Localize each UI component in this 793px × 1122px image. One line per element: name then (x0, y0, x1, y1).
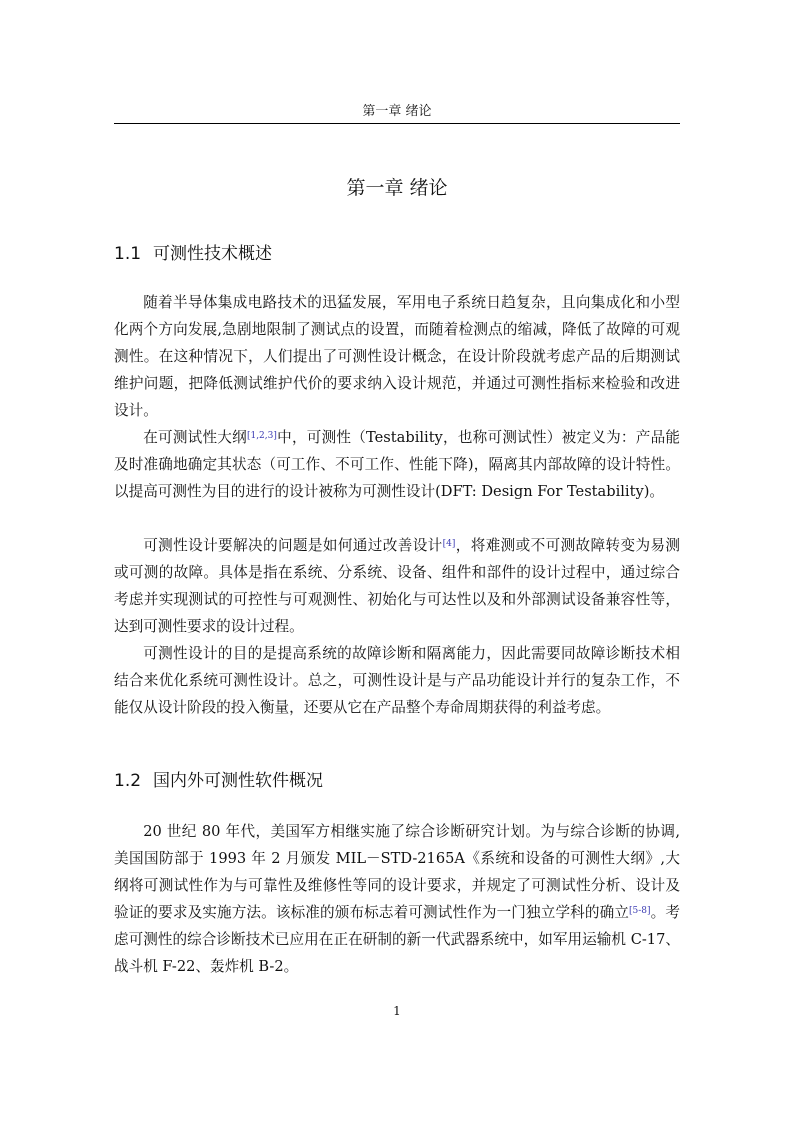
paragraph-text: 在可测试性大纲 (143, 429, 247, 446)
citation-ref[interactable]: [4] (442, 539, 456, 549)
paragraph (114, 640, 680, 721)
section-heading-1-1 (114, 243, 272, 265)
section-number: 1.2 (114, 771, 142, 791)
section-title-text: 国内外可测性软件概况 (153, 771, 324, 791)
paragraph (114, 532, 680, 640)
paragraph-text: 中，可测性（Testability，也称可测试性）被定义为：产品能及时准确地确定其状态（可工作、不可工作、性能下降)，隔离其内部故障的设计特性。以提高可测性为目的进行的设计被称为可测性设计(DFT: Design For Testability)。 (114, 429, 680, 500)
paragraph-text: 20 世纪 80 年代，美国军方相继实施了综合诊断研究计划。为与综合诊断的协调,美国国防部于 1993 年 2 月颁发 MIL－STD-2165A《系统和设备的可测性大纲》,大纲将可测试性作为与可靠性及维修性等同的设计要求，并规定了可测试性分析、设计及验证的要求及实施方法。该标准的颁布标志着可测试性作为一门独立学科的确立 (114, 823, 680, 921)
paragraph-text: 可测性设计的目的是提高系统的故障诊断和隔离能力，因此需要同故障诊断技术相结合来优化系统可测性设计。总之，可测性设计是与产品功能设计并行的复杂工作，不能仅从设计阶段的投入衡量，还要从它在产品整个寿命周期获得的利益考虑。 (114, 645, 680, 716)
header-rule (114, 123, 680, 124)
paragraph (114, 289, 680, 424)
page-number: 1 (393, 1004, 401, 1018)
paragraph-text: 可测性设计要解决的问题是如何通过改善设计 (143, 537, 443, 554)
section-heading-1-2 (114, 770, 323, 792)
section-title-text: 可测性技术概述 (153, 244, 273, 264)
paragraph-text: ，将难测或不可测故障转变为易测或可测的故障。具体是指在系统、分系统、设备、组件和部件的设计过程中，通过综合考虑并实现测试的可控性与可观测性、初始化与可达性以及和外部测试设备兼容性等，达到可测性要求的设计过程。 (114, 537, 680, 635)
paragraph (114, 818, 680, 980)
citation-ref[interactable]: [5-8] (629, 906, 651, 916)
section-number: 1.1 (114, 244, 142, 264)
running-header: 第一章 绪论 (362, 104, 432, 119)
paragraph-text: 。考虑可测性的综合诊断技术已应用在正在研制的新一代武器系统中，如军用运输机 C-17、战斗机 F-22、轰炸机 B-2。 (114, 904, 680, 975)
chapter-title: 第一章 绪论 (346, 177, 448, 199)
paragraph-text: 随着半导体集成电路技术的迅猛发展，军用电子系统日趋复杂，且向集成化和小型化两个方向发展,急剧地限制了测试点的设置，而随着检测点的缩减，降低了故障的可观测性。在这种情况下，人们提出了可测性设计概念，在设计阶段就考虑产品的后期测试维护问题，把降低测试维护代价的要求纳入设计规范，并通过可测性指标来检验和改进设计。 (114, 294, 680, 419)
citation-ref[interactable]: [1,2,3] (246, 431, 277, 441)
paragraph (114, 424, 680, 505)
